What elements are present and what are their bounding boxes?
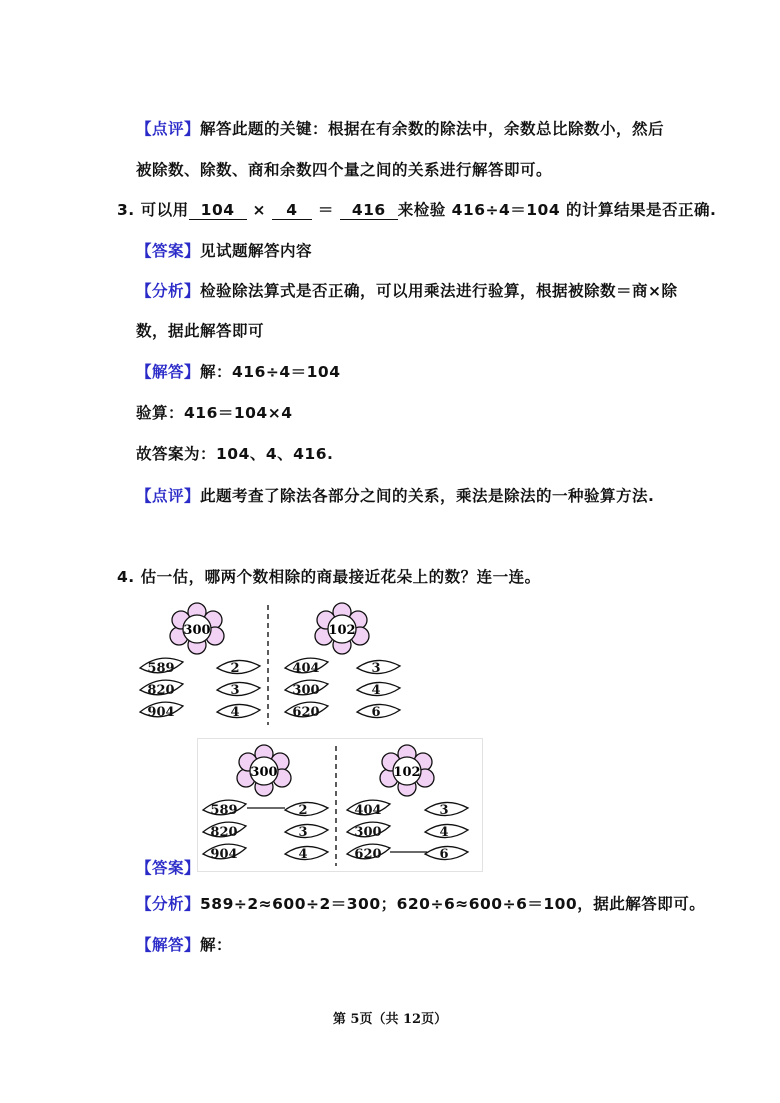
analysis-line-2: 数，据此解答即可 (136, 322, 265, 340)
svg-text:820: 820 (147, 683, 175, 698)
svg-text:904: 904 (147, 705, 175, 720)
solution-tag: 【解答】 (136, 936, 201, 954)
flower-left (170, 603, 224, 654)
comment-tag: 【点评】 (136, 120, 201, 138)
answer-figure (197, 738, 483, 872)
svg-text:404: 404 (354, 803, 382, 818)
svg-text:3: 3 (439, 803, 449, 818)
page-footer: 第 5页（共 12页） (332, 1012, 448, 1027)
analysis-line-q4 (136, 892, 705, 914)
analysis-tag: 【分析】 (136, 895, 201, 913)
question-figure (135, 600, 425, 730)
question-text-a: 可以用 (140, 201, 189, 219)
flower-right (315, 603, 369, 654)
svg-text:4: 4 (371, 683, 381, 698)
flower-number: 102 (328, 623, 356, 638)
svg-text:300: 300 (354, 825, 382, 840)
svg-text:589: 589 (147, 661, 175, 676)
svg-text:820: 820 (210, 825, 238, 840)
analysis-line-1 (136, 279, 678, 301)
solution-line-q4 (136, 933, 232, 955)
analysis-tag: 【分析】 (136, 282, 201, 300)
question-3 (117, 198, 716, 220)
svg-text:6: 6 (371, 705, 381, 720)
solution-tag: 【解答】 (136, 363, 201, 381)
answer-text: 见试题解答内容 (200, 242, 313, 260)
fill-blank-3: 416 (340, 201, 398, 220)
svg-text:3: 3 (298, 825, 308, 840)
comment-text: 此题考查了除法各部分之间的关系，乘法是除法的一种验算方法. (200, 487, 655, 505)
comment-text: 解答此题的关键：根据在有余数的除法中，余数总比除数小，然后 (200, 120, 665, 138)
flower-number: 300 (250, 765, 278, 780)
svg-text:3: 3 (371, 661, 381, 676)
leaf (357, 704, 400, 720)
flower-number: 102 (393, 765, 421, 780)
fill-blank-2: 4 (272, 201, 312, 220)
svg-text:4: 4 (230, 705, 240, 720)
svg-text:3: 3 (230, 683, 240, 698)
solution-text: 解： (200, 936, 233, 954)
result-line: 故答案为：104、4、416. (136, 445, 334, 463)
leaf (140, 680, 183, 698)
operator-equals: ＝ (317, 201, 334, 219)
answer-tag: 【答案】 (136, 242, 201, 260)
comment-line-2: 被除数、除数、商和余数四个量之间的关系进行解答即可。 (136, 161, 553, 179)
answer-line-q4 (136, 856, 200, 878)
leaf (357, 682, 400, 698)
svg-text:589: 589 (210, 803, 238, 818)
leaf (217, 682, 260, 698)
answer-tag: 【答案】 (136, 859, 201, 877)
fill-blank-1: 104 (189, 201, 247, 220)
leaf (357, 660, 400, 676)
svg-text:404: 404 (292, 661, 320, 676)
leaf (140, 658, 183, 676)
svg-text:904: 904 (210, 847, 238, 862)
question-text-b: 来检验 416÷4＝104 的计算结果是否正确. (397, 201, 717, 219)
leaf (285, 702, 328, 720)
leaf (285, 658, 328, 676)
svg-text:4: 4 (439, 825, 449, 840)
svg-text:6: 6 (439, 847, 449, 862)
leaf (140, 702, 183, 720)
solution-line (136, 360, 341, 382)
check-line: 验算：416＝104×4 (136, 404, 293, 422)
question-4 (117, 565, 541, 587)
solution-text: 解：416÷4＝104 (200, 363, 341, 381)
svg-text:620: 620 (292, 705, 320, 720)
svg-text:300: 300 (292, 683, 320, 698)
answer-line (136, 239, 312, 261)
comment-tag: 【点评】 (136, 487, 201, 505)
question-text: 估一估，哪两个数相除的商最接近花朵上的数？连一连。 (140, 568, 541, 586)
analysis-text: 检验除法算式是否正确，可以用乘法进行验算，根据被除数＝商×除 (200, 282, 678, 300)
operator-times: × (252, 201, 267, 219)
svg-text:4: 4 (298, 847, 308, 862)
svg-text:620: 620 (354, 847, 382, 862)
comment-line-1 (136, 117, 664, 139)
flower-number: 300 (183, 623, 211, 638)
leaf (217, 704, 260, 720)
comment-line (136, 484, 654, 506)
leaf (285, 680, 328, 698)
question-number: 3. (117, 201, 135, 219)
question-number: 4. (117, 568, 135, 586)
svg-text:2: 2 (230, 661, 240, 676)
svg-text:2: 2 (298, 803, 308, 818)
analysis-text: 589÷2≈600÷2＝300；620÷6≈600÷6＝100，据此解答即可。 (200, 895, 706, 913)
leaf (217, 660, 260, 676)
